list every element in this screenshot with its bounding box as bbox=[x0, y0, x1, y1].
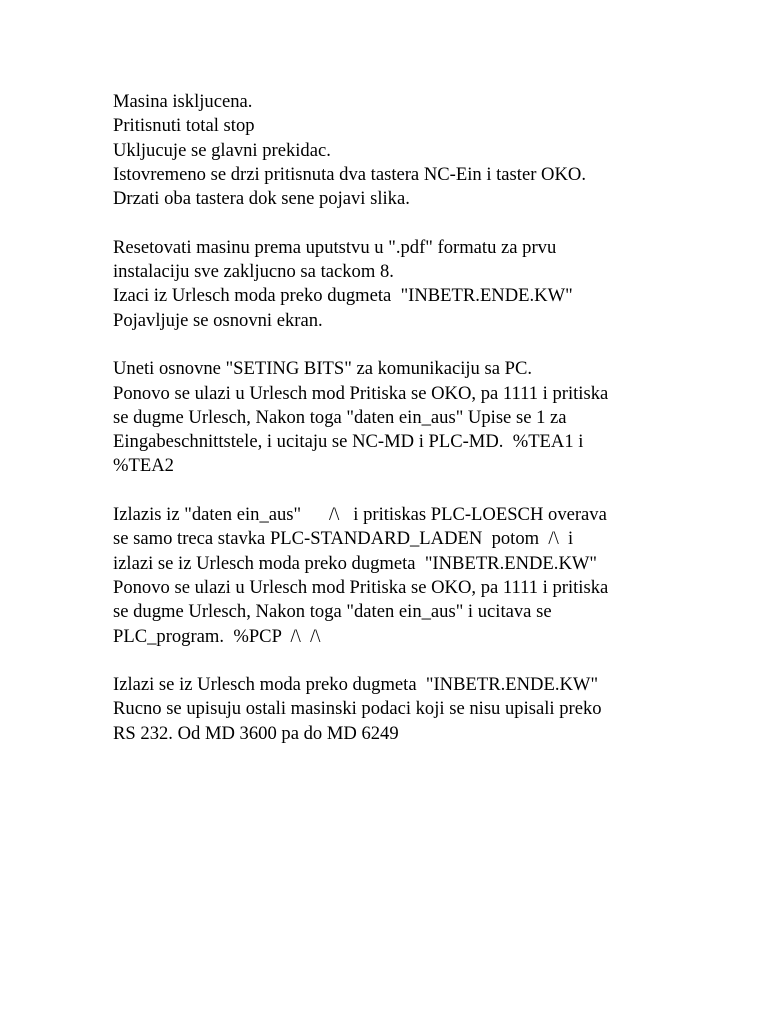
paragraph bbox=[113, 673, 673, 746]
text-line: Istovremeno se drzi pritisnuta dva tastera NC-Ein i taster OKO. bbox=[113, 163, 586, 185]
paragraph bbox=[113, 357, 673, 478]
text-line: Pojavljuje se osnovni ekran. bbox=[113, 309, 323, 331]
text-line: Izaci iz Urlesch moda preko dugmeta "INBETR.ENDE.KW" bbox=[113, 285, 573, 307]
text-line: Izlazis iz "daten ein_aus" /\ i pritiskas PLC-LOESCH overava bbox=[113, 504, 607, 526]
text-line: RS 232. Od MD 3600 pa do MD 6249 bbox=[113, 722, 399, 744]
text-line: %TEA2 bbox=[113, 455, 174, 477]
text-line: izlazi se iz Urlesch moda preko dugmeta "INBETR.ENDE.KW" bbox=[113, 552, 598, 574]
text-line: Resetovati masinu prema uputstvu u ".pdf" formatu za prvu bbox=[113, 236, 557, 258]
text-line: Ukljucuje se glavni prekidac. bbox=[113, 139, 331, 161]
text-line: Ponovo se ulazi u Urlesch mod Pritiska se OKO, pa 1111 i pritiska bbox=[113, 382, 609, 404]
text-line: PLC_program. %PCP /\ /\ bbox=[113, 625, 321, 647]
paragraph-gap bbox=[113, 479, 673, 503]
paragraph-gap bbox=[113, 211, 673, 235]
document-body bbox=[113, 90, 673, 746]
paragraph bbox=[113, 236, 673, 333]
text-line: Rucno se upisuju ostali masinski podaci koji se nisu upisali preko bbox=[113, 698, 602, 720]
text-line: se dugme Urlesch, Nakon toga "daten ein_aus" Upise se 1 za bbox=[113, 406, 567, 428]
text-line: se dugme Urlesch, Nakon toga "daten ein_aus" i ucitava se bbox=[113, 601, 552, 623]
paragraph bbox=[113, 503, 673, 649]
paragraph-gap bbox=[113, 649, 673, 673]
text-line: Izlazi se iz Urlesch moda preko dugmeta "INBETR.ENDE.KW" bbox=[113, 674, 599, 696]
text-line: Uneti osnovne "SETING BITS" za komunikaciju sa PC. bbox=[113, 358, 533, 380]
text-line: Pritisnuti total stop bbox=[113, 115, 255, 137]
text-line: se samo treca stavka PLC-STANDARD_LADEN potom /\ i bbox=[113, 528, 574, 550]
paragraph bbox=[113, 90, 673, 211]
text-line: Ponovo se ulazi u Urlesch mod Pritiska se OKO, pa 1111 i pritiska bbox=[113, 576, 609, 598]
text-line: Eingabeschnittstele, i ucitaju se NC-MD i PLC-MD. %TEA1 i bbox=[113, 431, 584, 453]
paragraph-gap bbox=[113, 333, 673, 357]
text-line: Drzati oba tastera dok sene pojavi slika. bbox=[113, 188, 410, 210]
text-line: Masina iskljucena. bbox=[113, 91, 253, 112]
text-line: instalaciju sve zakljucno sa tackom 8. bbox=[113, 261, 394, 283]
